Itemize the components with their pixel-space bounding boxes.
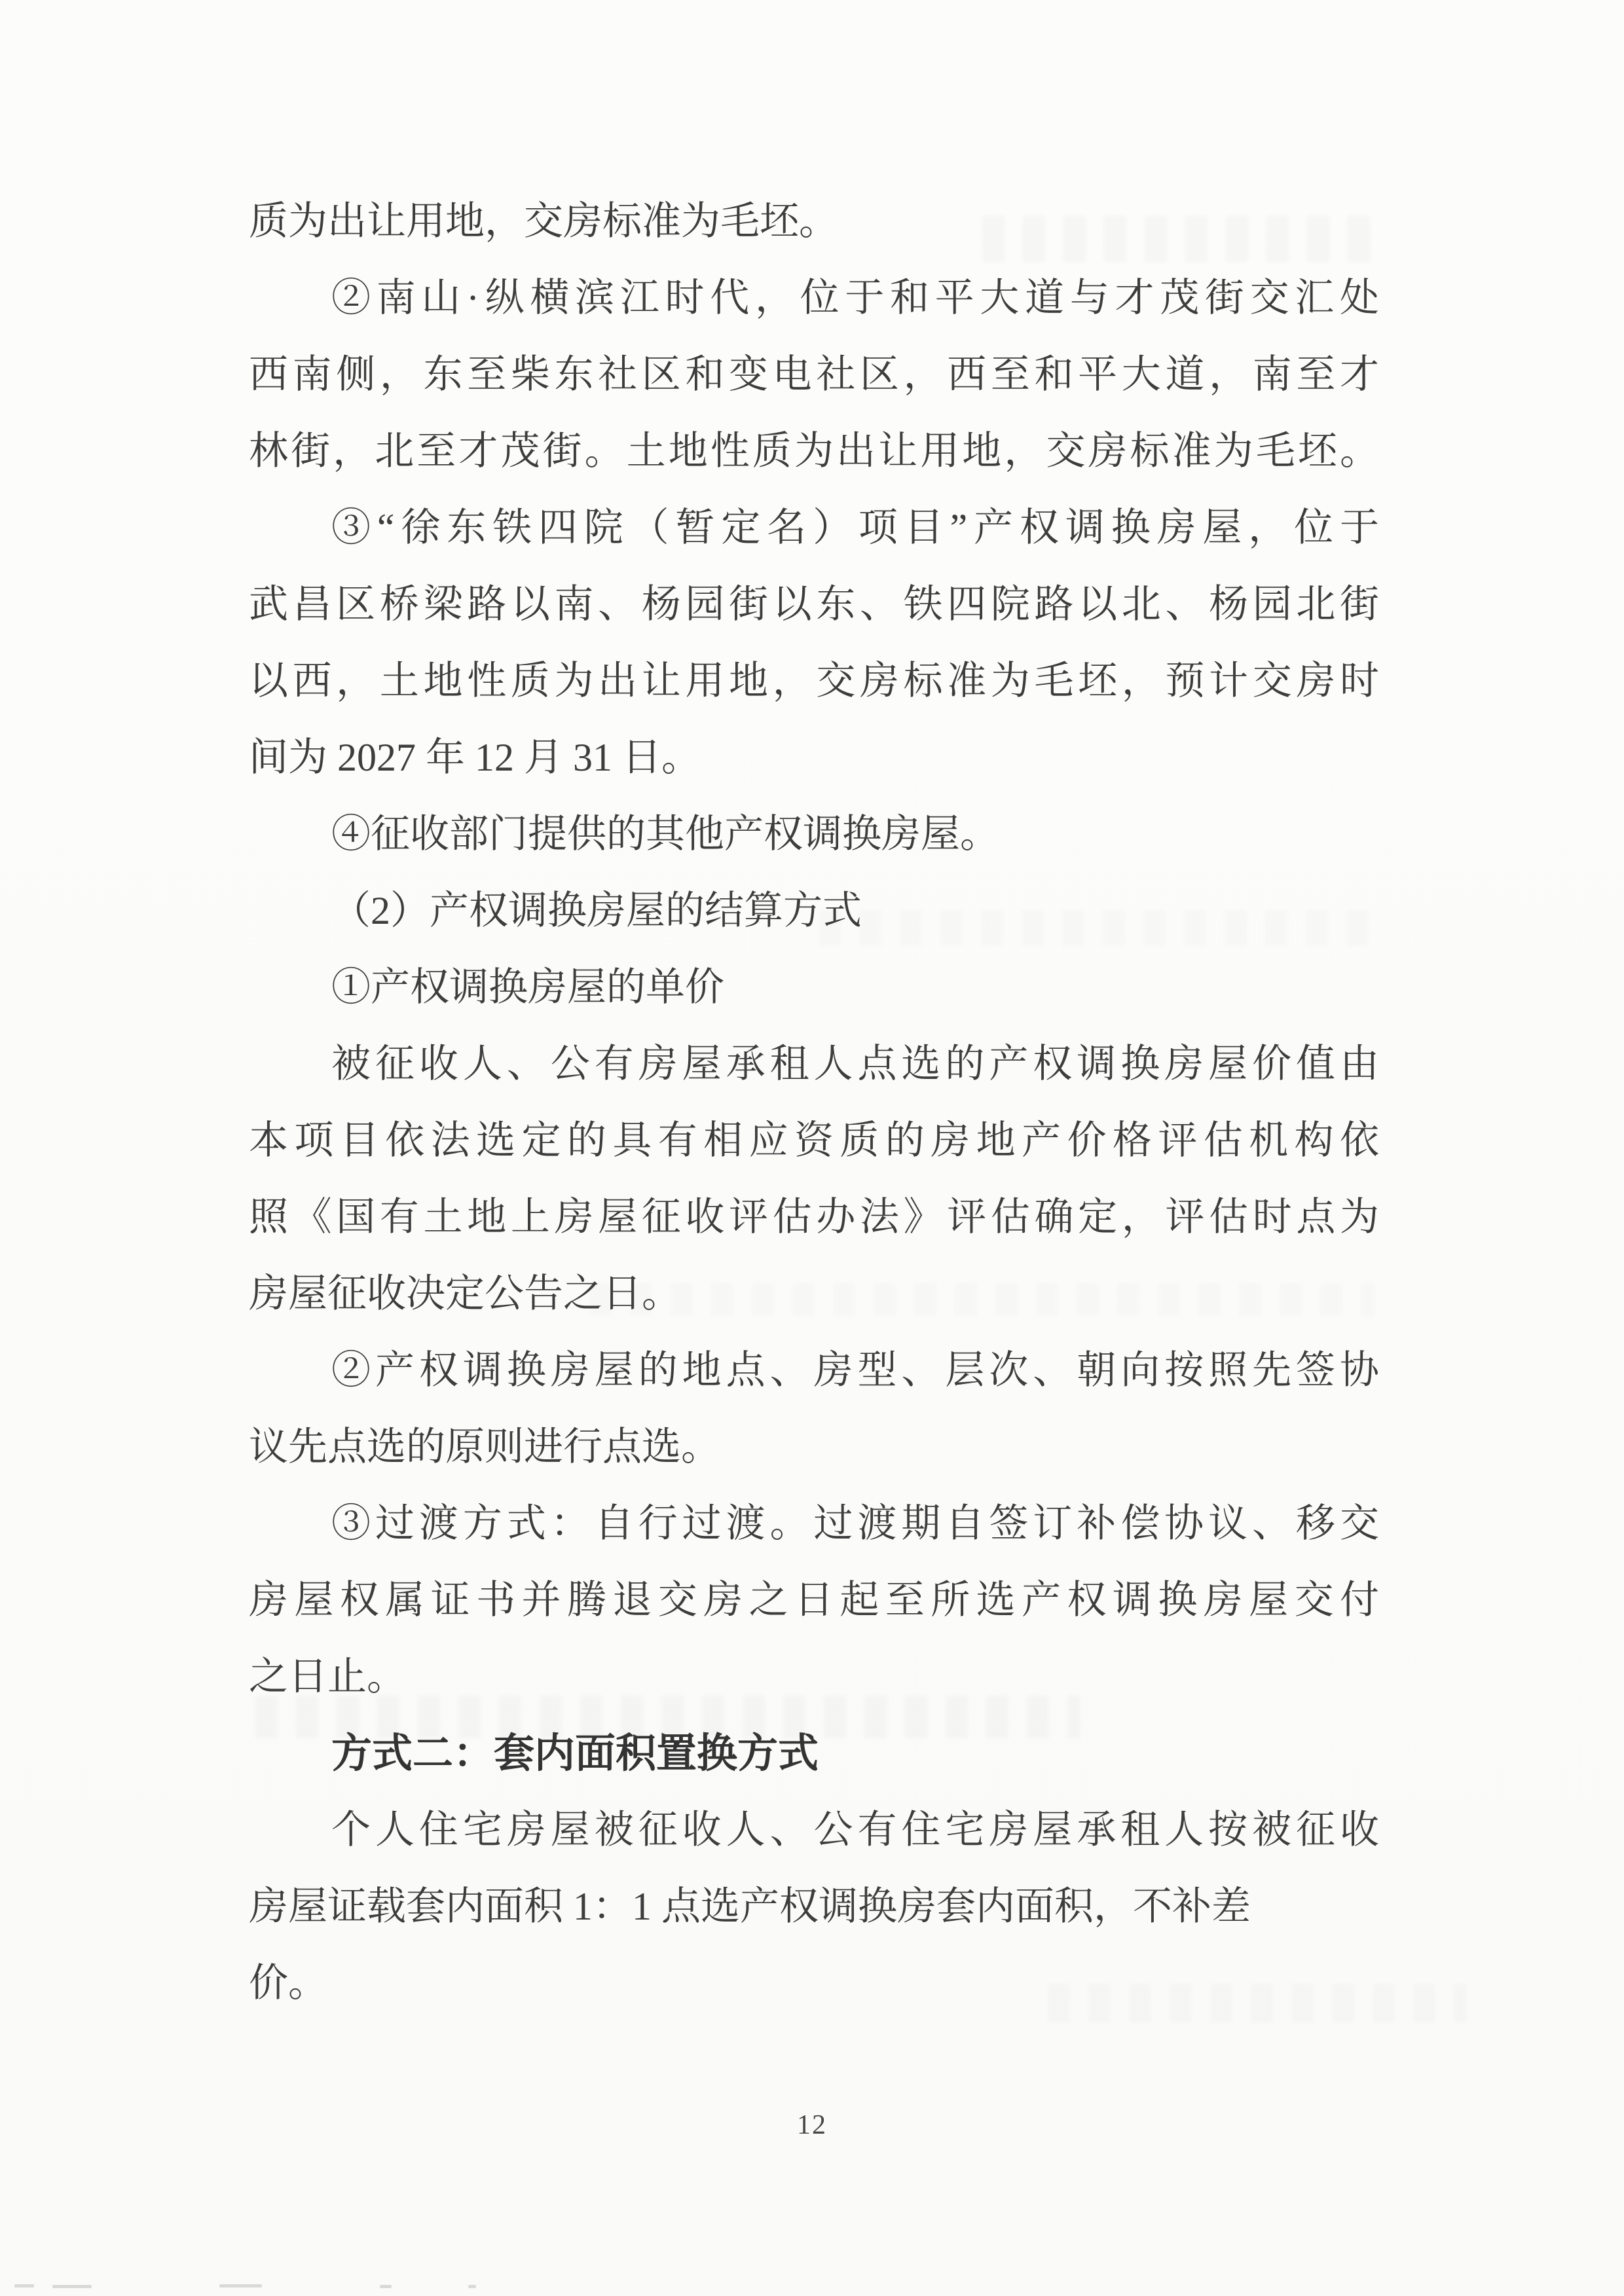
text-line: 议先点选的原则进行点选。 (249, 1425, 720, 1468)
text-line: 以西，土地性质为出让用地，交房标准为毛坯，预计交房时 (249, 659, 1379, 702)
text-line: 之日止。 (249, 1655, 406, 1698)
text-line: ②南山·纵横滨江时代，位于和平大道与才茂街交汇处 (331, 276, 1379, 319)
scan-artifact (380, 2285, 392, 2288)
text-line: ④征收部门提供的其他产权调换房屋。 (331, 812, 999, 856)
text-line: ②产权调换房屋的地点、房型、层次、朝向按照先签协 (331, 1349, 1379, 1392)
text-line: 西南侧，东至柴东社区和变电社区，西至和平大道，南至才 (249, 353, 1379, 396)
section-heading-line: 方式二：套内面积置换方式 (331, 1731, 819, 1776)
text-line: 本项目依法选定的具有相应资质的房地产价格评估机构依 (249, 1119, 1379, 1162)
text-line: 被征收人、公有房屋承租人点选的产权调换房屋价值由 (331, 1042, 1379, 1085)
scan-artifact (14, 2284, 34, 2287)
text-line: 间为 2027 年 12 月 31 日。 (249, 736, 701, 779)
text-line: 房屋证载套内面积 1：1 点选产权调换房套内面积，不补差 (249, 1885, 1251, 1928)
text-line: ①产权调换房屋的单价 (331, 966, 724, 1009)
page-number: 12 (797, 2110, 827, 2140)
text-line: ③过渡方式：自行过渡。过渡期自签订补偿协议、移交 (331, 1502, 1379, 1545)
scan-artifact (468, 2285, 476, 2288)
text-line: 质为出让用地，交房标准为毛坯。 (249, 200, 838, 243)
text-line: 价。 (249, 1961, 327, 2005)
scan-artifact (52, 2285, 92, 2288)
text-line: 房屋权属证书并腾退交房之日起至所选产权调换房屋交付 (249, 1578, 1379, 1622)
text-line: 林街，北至才茂街。土地性质为出让用地，交房标准为毛坯。 (249, 429, 1379, 473)
text-line: 武昌区桥梁路以南、杨园街以东、铁四院路以北、杨园北街 (249, 583, 1379, 626)
text-line: ③“徐东铁四院（暂定名）项目”产权调换房屋，位于 (331, 506, 1379, 549)
text-line: 房屋征收决定公告之日。 (249, 1272, 681, 1315)
scan-artifact (219, 2284, 262, 2287)
text-line: 个人住宅房屋被征收人、公有住宅房屋承租人按被征收 (331, 1808, 1379, 1851)
page-body-text (249, 183, 1379, 2022)
text-line: （2）产权调换房屋的结算方式 (331, 889, 862, 932)
text-line: 照《国有土地上房屋征收评估办法》评估确定，评估时点为 (249, 1195, 1379, 1239)
